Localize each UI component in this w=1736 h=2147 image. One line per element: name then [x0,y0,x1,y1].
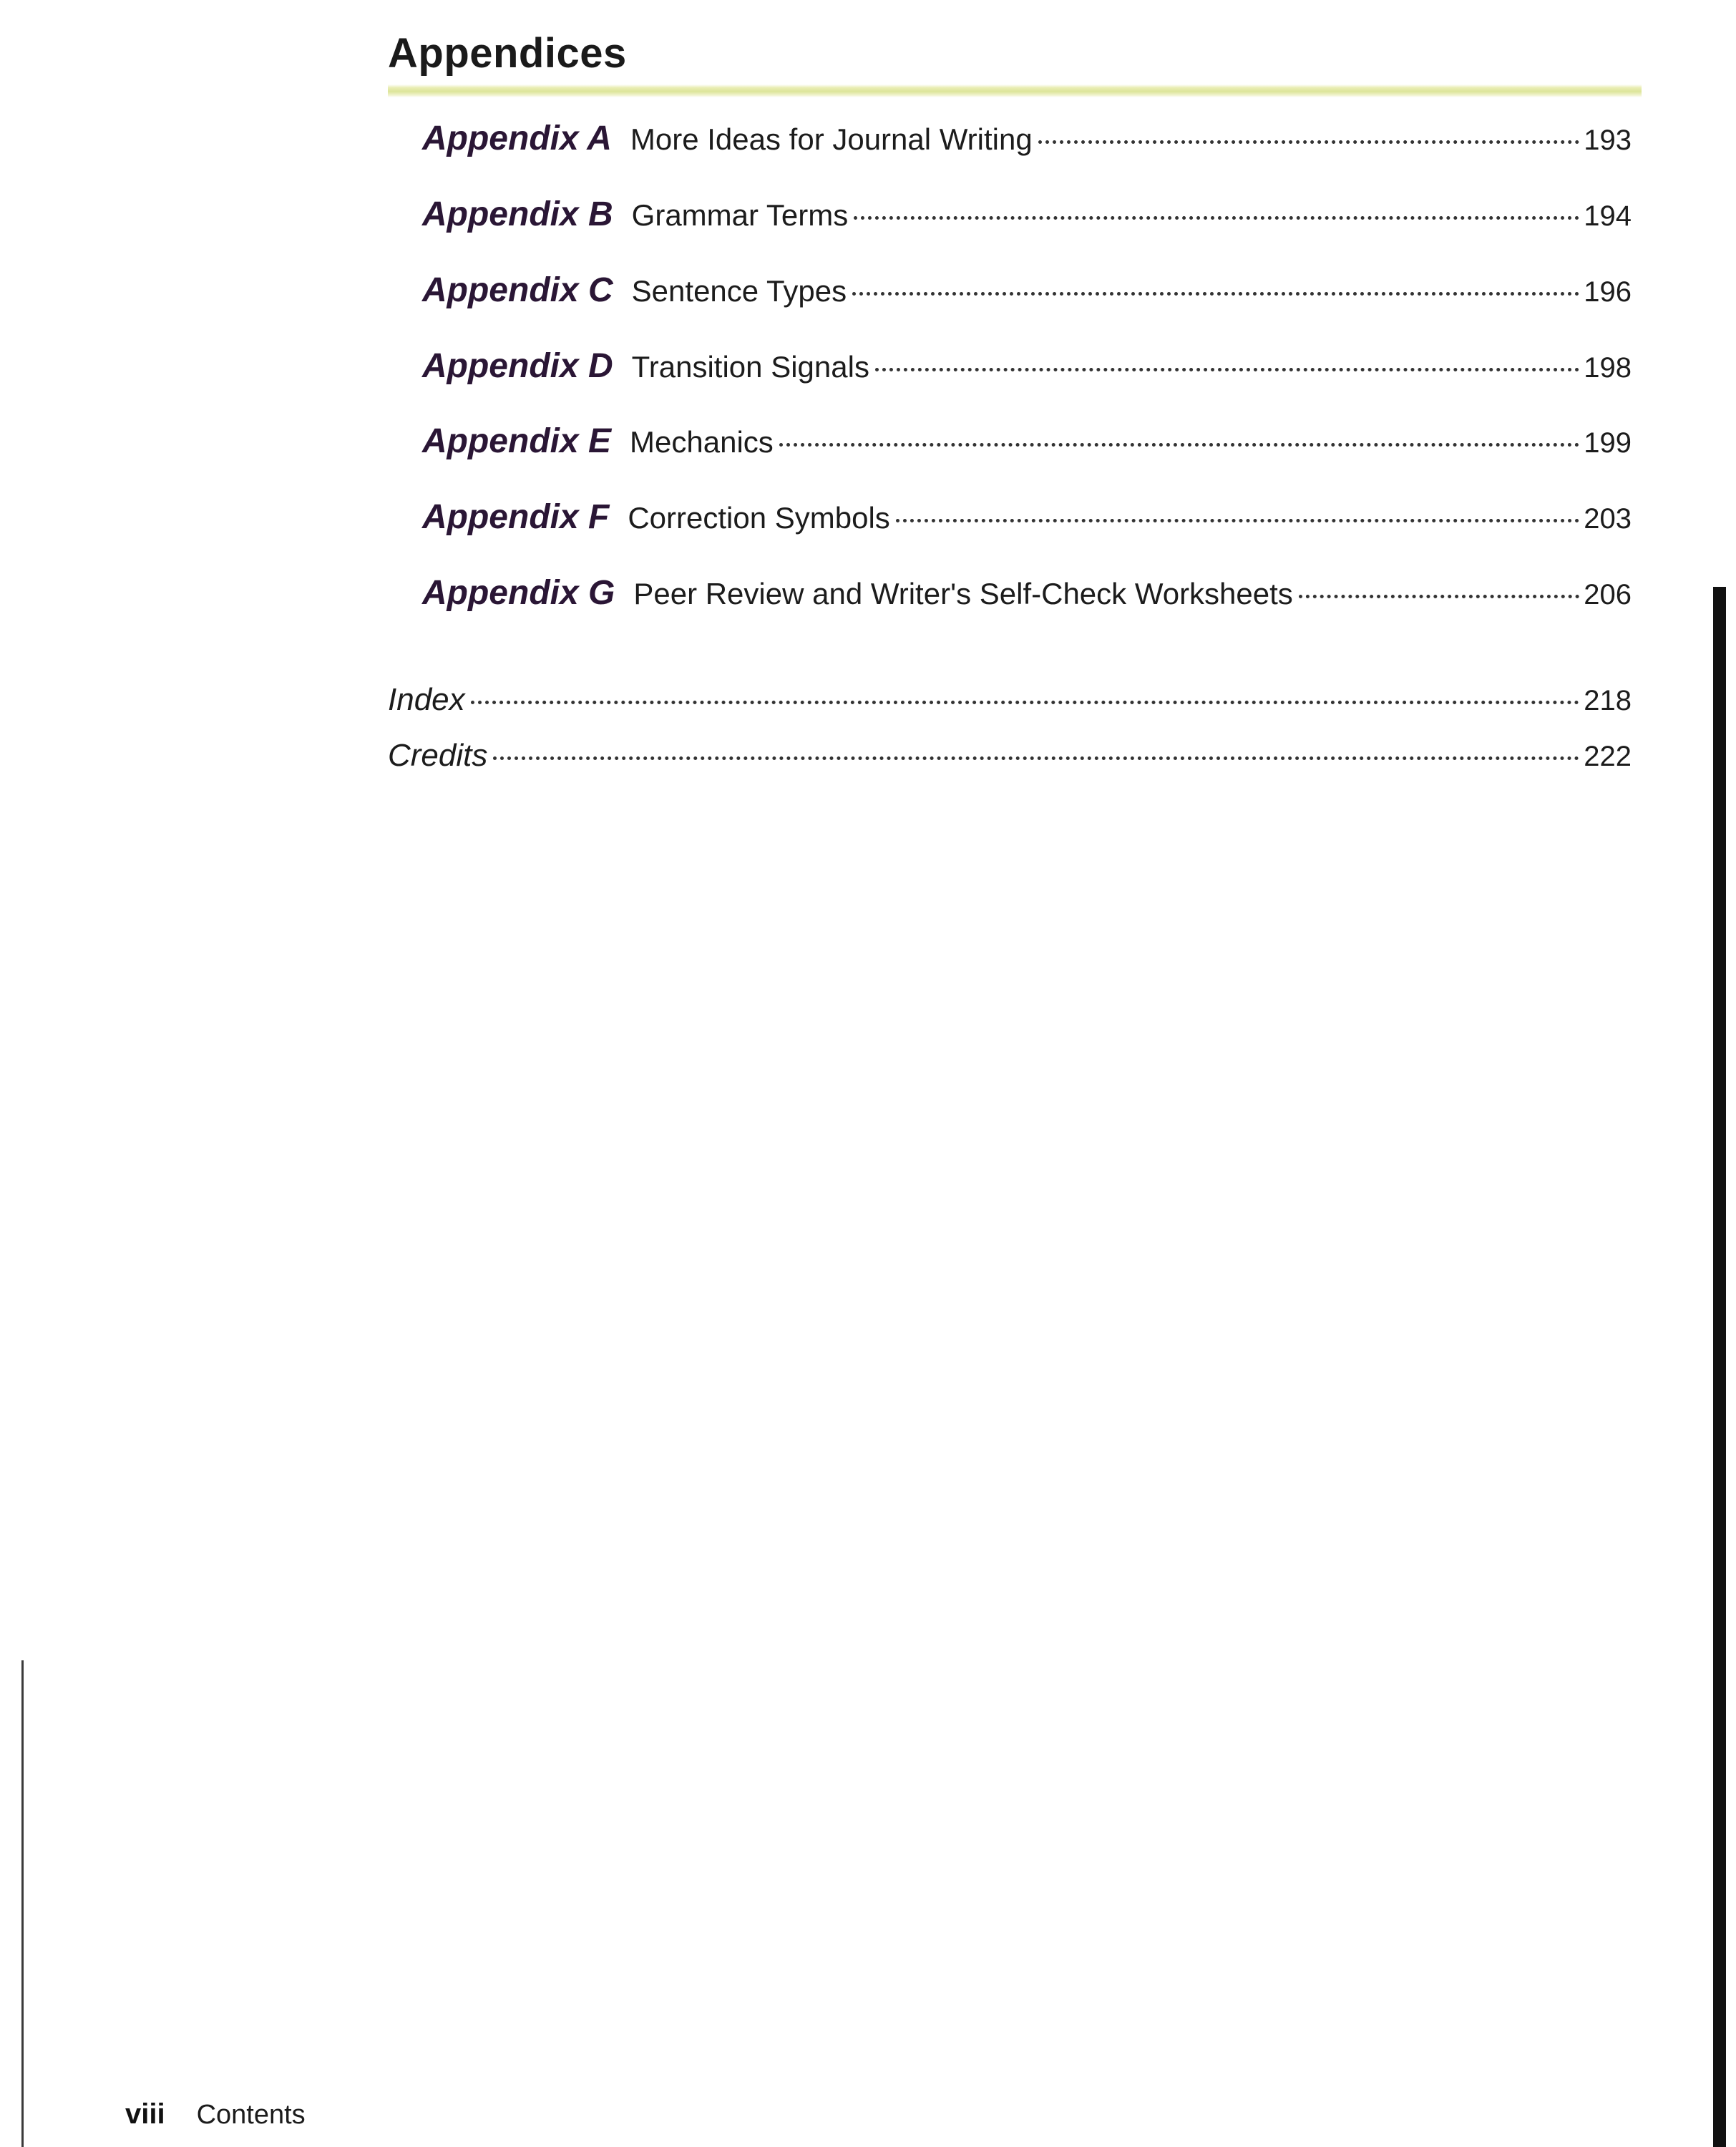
running-head: Contents [196,2100,306,2130]
page-number: 203 [1584,503,1632,535]
dot-leader [896,519,1579,522]
page-number: 218 [1584,685,1632,716]
appendix-label: Appendix A [422,120,612,157]
page-number: 222 [1584,741,1632,772]
page-folio: viii [125,2098,165,2130]
entry-label: Index [388,682,465,717]
section-title: Appendices [388,30,627,77]
dot-leader [1299,595,1579,598]
appendix-label: Appendix C [422,271,613,309]
entry-title: Grammar Terms [631,198,849,232]
toc-entry-appendix-f[interactable] [422,497,1632,540]
appendix-label: Appendix D [422,347,613,385]
page-number: 193 [1584,125,1632,156]
dot-leader [852,292,1579,296]
dot-leader [875,368,1579,371]
dot-leader [471,701,1580,704]
dot-leader [493,756,1579,760]
entry-title: Correction Symbols [628,501,890,535]
toc-entry-appendix-g[interactable] [422,573,1632,616]
page-edge-shadow-left [21,1660,24,2147]
appendix-label: Appendix G [422,574,615,612]
toc-entry-appendix-e[interactable] [422,422,1632,464]
entry-title: More Ideas for Journal Writing [630,122,1033,156]
entry-title: Sentence Types [631,274,847,308]
page-number: 194 [1584,200,1632,232]
toc-list [0,0,1736,859]
dot-leader [854,216,1579,220]
toc-entry-appendix-d[interactable] [422,346,1632,389]
appendix-label: Appendix F [422,498,610,536]
page-number: 198 [1584,352,1632,384]
page-number: 206 [1584,579,1632,610]
toc-entry-appendix-c[interactable] [422,271,1632,313]
dot-leader [1038,140,1580,144]
entry-label: Credits [388,738,488,773]
entry-title: Peer Review and Writer's Self-Check Worksheets [633,577,1293,610]
dot-leader [779,443,1579,447]
entry-title: Mechanics [630,425,774,459]
page-number: 196 [1584,276,1632,308]
entry-title: Transition Signals [631,350,869,384]
page-footer [125,2098,306,2131]
page-number: 199 [1584,427,1632,459]
toc-entry-credits[interactable] [388,738,1632,781]
appendix-label: Appendix E [422,422,612,460]
toc-entry-appendix-b[interactable] [422,195,1632,238]
toc-entry-appendix-a[interactable] [422,119,1632,162]
toc-entry-index[interactable] [388,682,1632,725]
appendix-label: Appendix B [422,195,613,233]
